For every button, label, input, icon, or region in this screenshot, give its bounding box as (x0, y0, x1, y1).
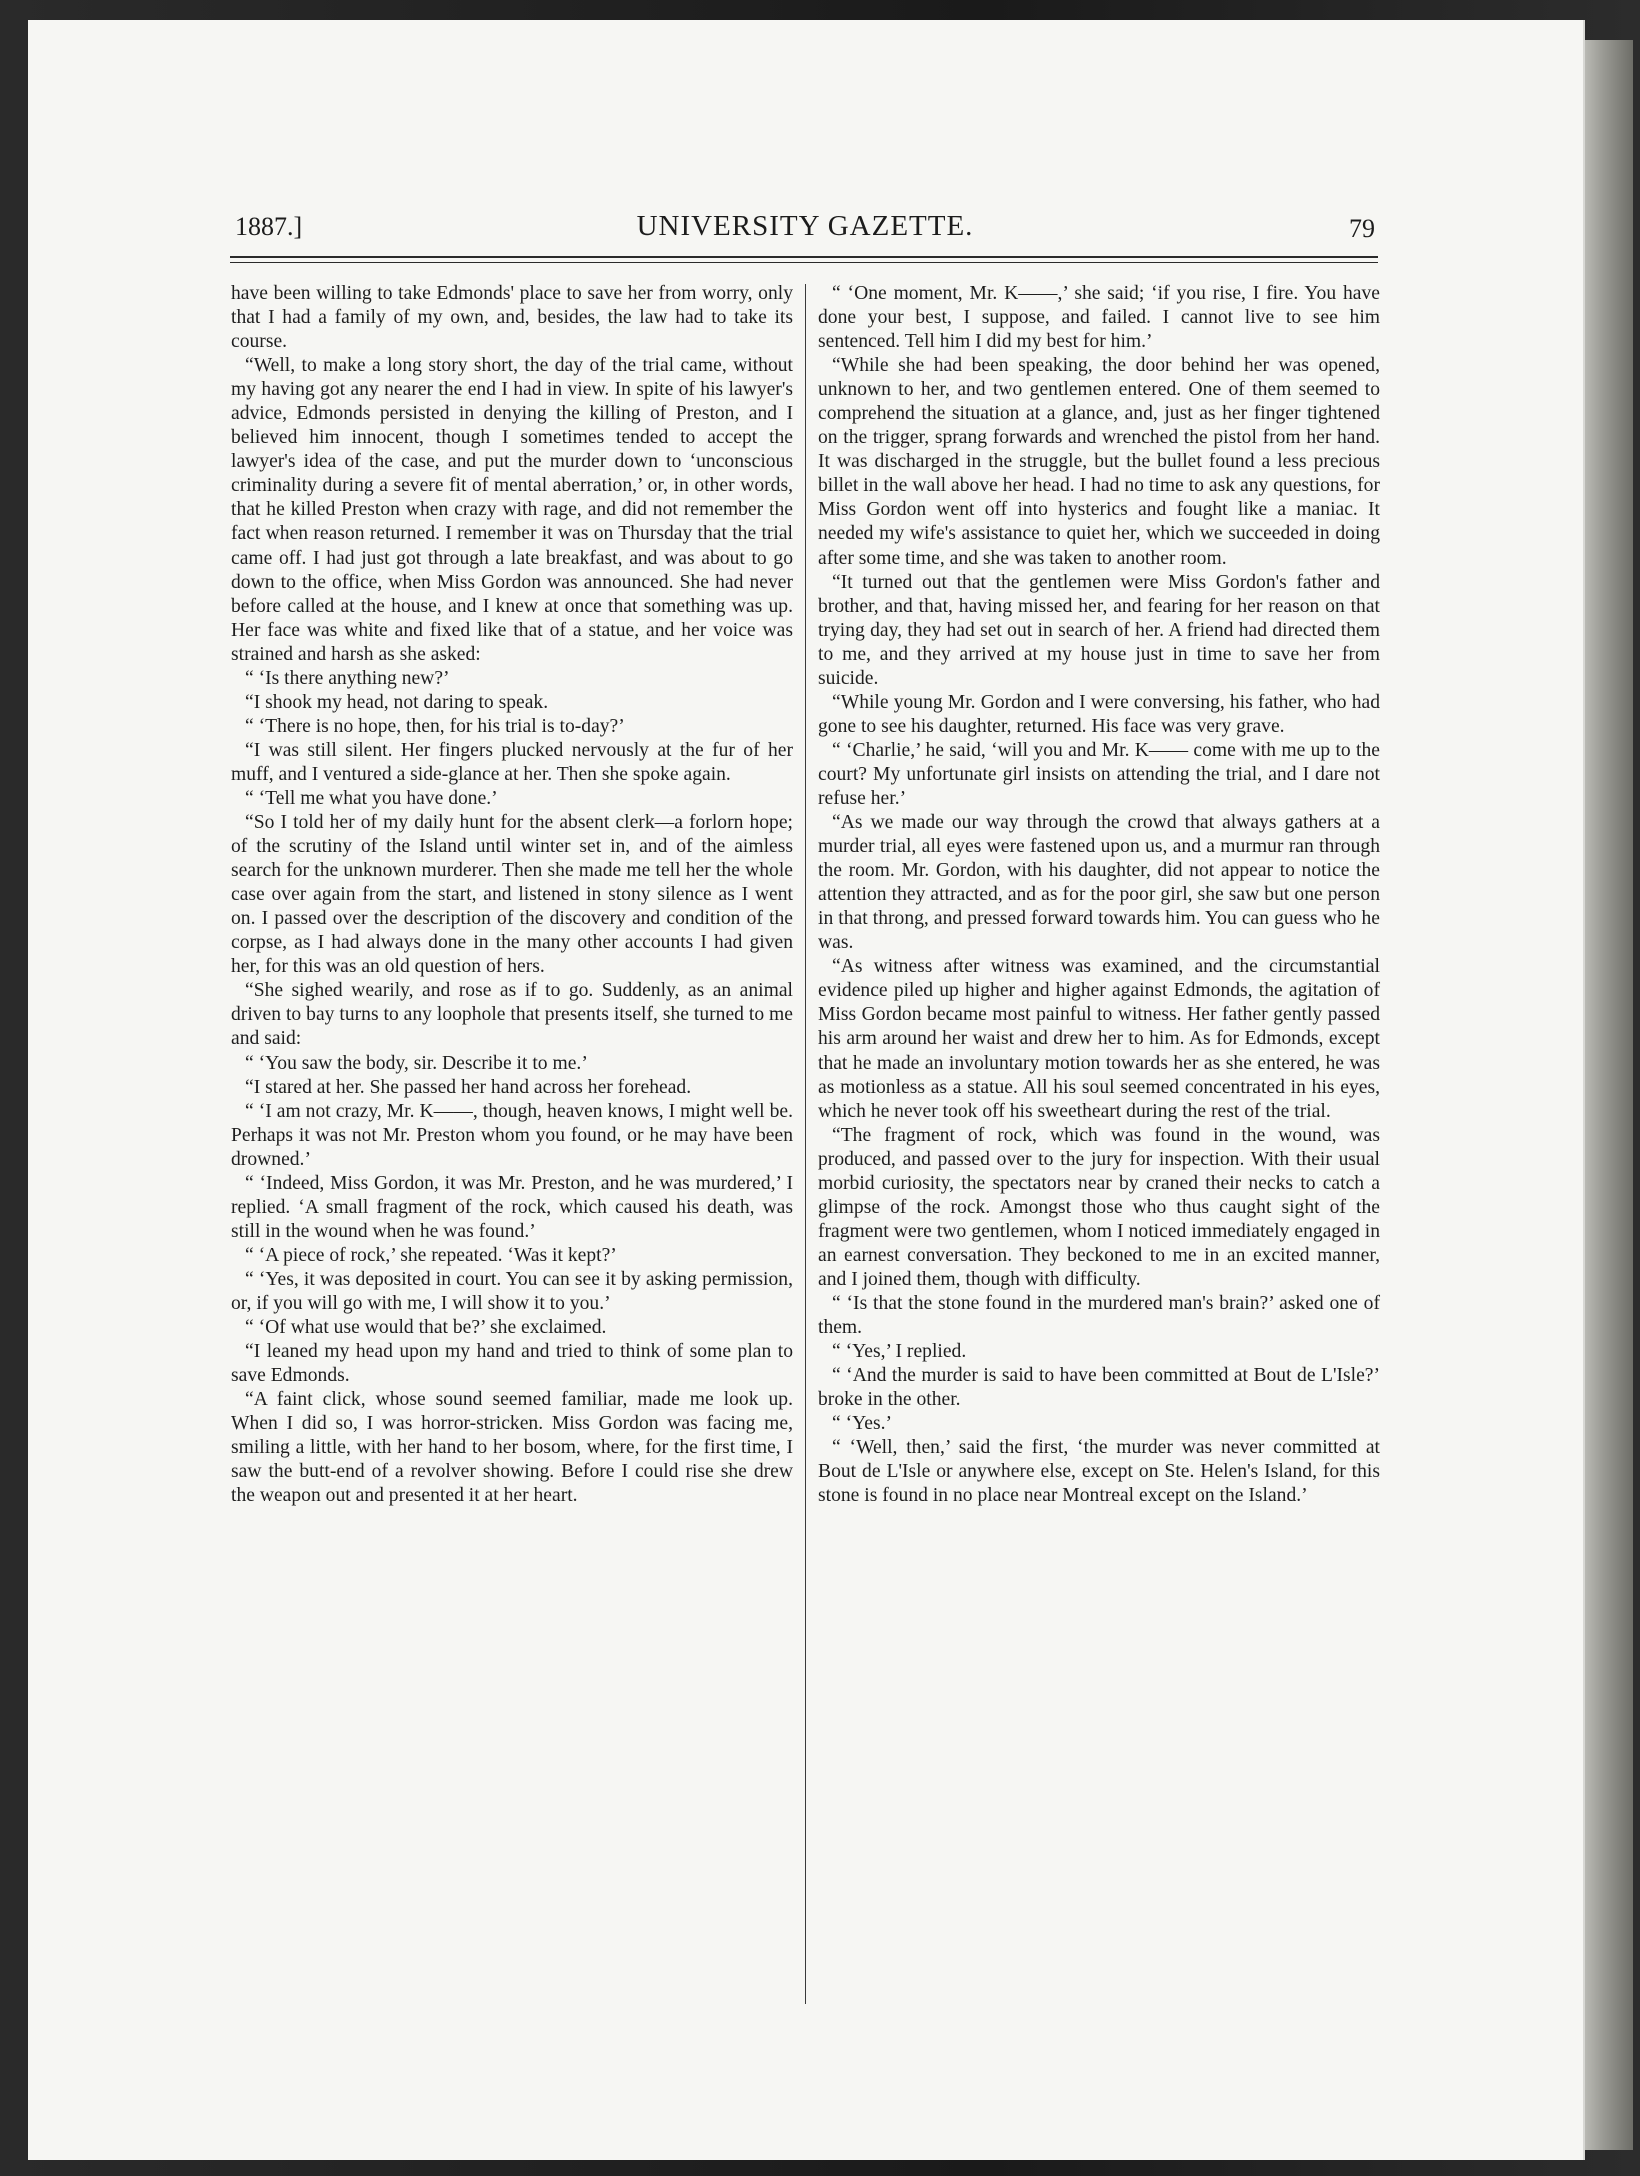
book-spine (1583, 40, 1633, 2150)
paragraph: “ ‘You saw the body, sir. Describe it to me.’ (245, 1052, 588, 1074)
paragraph: “I stared at her. She passed her hand across her forehead. (245, 1076, 692, 1098)
paragraph: “A faint click, whose sound seemed familiar, made me look up. When I did so, I was horror-stricken. Miss Gordon was facing me, smiling a little, with her hand to her bosom, where, for the first time, I saw the butt-end of a revolver showing. Before I could rise she drew the weapon out and presented it at her heart. (231, 1389, 793, 1507)
paragraph: “ ‘A piece of rock,’ she repeated. ‘Was it kept?’ (245, 1244, 617, 1266)
paragraph: “ ‘Yes, it was deposited in court. You can see it by asking permission, or, if you will go with me, I will show it to you.’ (231, 1268, 793, 1314)
paragraph: “The fragment of rock, which was found in the wound, was produced, and passed over to the jury for inspection. With their usual morbid curiosity, the spectators near by craned their necks to catch a glimpse of the rock. Amongst those who thus caught sight of the fragment were two gentlemen, whom I noticed immediately engaged in an earnest conversation. They beckoned to me in an excited manner, and I joined them, though with difficulty. (818, 1124, 1380, 1290)
paragraph: “It turned out that the gentlemen were Miss Gordon's father and brother, and that, having missed her, and fearing for her reason on that trying day, they had set out in search of her. A friend had directed them to me, and they arrived at my house just in time to save her from suicide. (818, 571, 1380, 689)
paragraph: “Well, to make a long story short, the day of the trial came, without my having got any nearer the end I had in view. In spite of his lawyer's advice, Edmonds persisted in denying the killing of Preston, and I believed him innocent, though I sometimes tended to accept the lawyer's idea of the case, and put the murder down to ‘unconscious criminality during a severe fit of mental aberration,’ or, in other words, that he killed Preston when crazy with rage, and did not remember the fact when reason returned. I remember it was on Thursday that the trial came off. I had just got through a late breakfast, and was about to go down to the office, when Miss Gordon was announced. She had never before called at the house, and I knew at once that something was up. Her face was white and fixed like that of a statue, and her voice was strained and harsh as she asked: (231, 355, 793, 665)
running-head (235, 200, 1375, 250)
paragraph: “I was still silent. Her fingers plucked nervously at the fur of her muff, and I ventured a side-glance at her. Then she spoke again. (231, 739, 793, 785)
paragraph: “ ‘Tell me what you have done.’ (245, 787, 498, 809)
paragraph: “While young Mr. Gordon and I were conversing, his father, who had gone to see his daughter, returned. His face was very grave. (818, 691, 1380, 737)
page-number: 79 (1349, 214, 1375, 243)
paragraph: “ ‘I am not crazy, Mr. K——, though, heaven knows, I might well be. Perhaps it was not Mr. Preston whom you found, or he may have been drowned.’ (231, 1100, 793, 1170)
publication-title: UNIVERSITY GAZETTE. (636, 210, 974, 242)
paragraph: “ ‘Of what use would that be?’ she exclaimed. (245, 1317, 607, 1339)
paragraph: have been willing to take Edmonds' place to save her from worry, only that I had a family of my own, and, besides, the law had to take its course. (231, 283, 793, 353)
header-rule-thin (230, 262, 1378, 263)
paragraph: “ ‘Yes,’ I replied. (832, 1341, 967, 1363)
paragraph: “So I told her of my daily hunt for the absent clerk—a forlorn hope; of the scrutiny of the Island until winter set in, and of the aimless search for the unknown murderer. Then she made me tell her the whole case over again from the start, and listened in stony silence as I went on. I passed over the description of the discovery and condition of the corpse, as I had always done in the many other accounts I had given her, for this was an old question of hers. (231, 812, 793, 978)
paragraph: “ ‘One moment, Mr. K——,’ she said; ‘if you rise, I fire. You have done your best, I suppose, and failed. I cannot live to see him sentenced. Tell him I did my best for him.’ (818, 283, 1380, 353)
paragraph: “ ‘And the murder is said to have been committed at Bout de L'Isle?’ broke in the other. (818, 1365, 1380, 1411)
paragraph: “ ‘Yes.’ (832, 1413, 893, 1435)
paragraph: “ ‘Is there anything new?’ (245, 667, 450, 689)
issue-year: 1887.] (235, 212, 303, 241)
paragraph: “As we made our way through the crowd that always gathers at a murder trial, all eyes were fastened upon us, and a murmur ran through the room. Mr. Gordon, with his daughter, did not appear to notice the attention they attracted, and as for the poor girl, she saw but one person in that throng, and pressed forward towards him. You can guess who he was. (818, 812, 1380, 954)
paragraph: “ ‘Well, then,’ said the first, ‘the murder was never committed at Bout de L'Isle or anywhere else, except on Ste. Helen's Island, for this stone is found in no place near Montreal except on the Island.’ (818, 1437, 1380, 1507)
paragraph: “ ‘Charlie,’ he said, ‘will you and Mr. K—— come with me up to the court? My unfortunate girl insists on attending the trial, and I dare not refuse her.’ (818, 739, 1380, 809)
paragraph: “ ‘There is no hope, then, for his trial is to-day?’ (245, 715, 625, 737)
paragraph: “I leaned my head upon my hand and tried to think of some plan to save Edmonds. (231, 1341, 793, 1387)
paragraph: “While she had been speaking, the door behind her was opened, unknown to her, and two gentlemen entered. One of them seemed to comprehend the situation at a glance, and, just as her finger tightened on the trigger, sprang forwards and wrenched the pistol from her hand. It was discharged in the struggle, but the bullet found a less precious billet in the wall above her head. I had no time to ask any questions, for Miss Gordon went off into hysterics and fought like a maniac. It needed my wife's assistance to quiet her, which we succeeded in doing after some time, and she was taken to another room. (818, 355, 1380, 569)
paragraph: “ ‘Is that the stone found in the murdered man's brain?’ asked one of them. (818, 1292, 1380, 1339)
column-divider (805, 284, 806, 2004)
header-rule-thick (230, 256, 1378, 258)
paragraph: “I shook my head, not daring to speak. (245, 691, 549, 713)
paragraph: “She sighed wearily, and rose as if to go. Suddenly, as an animal driven to bay turns to any loophole that presents itself, she turned to me and said: (231, 980, 793, 1050)
right-column (818, 282, 1380, 1508)
paragraph: “ ‘Indeed, Miss Gordon, it was Mr. Preston, and he was murdered,’ I replied. ‘A small fragment of the rock, which caused his death, was still in the wound when he was found.’ (231, 1172, 793, 1242)
left-column (231, 282, 793, 1508)
paragraph: “As witness after witness was examined, and the circumstantial evidence piled up higher and higher against Edmonds, the agitation of Miss Gordon became most painful to witness. Her father gently passed his arm around her waist and drew her to him. As for Edmonds, except that he made an involuntary motion towards her as she entered, he was as motionless as a statue. All his soul seemed concentrated in his eyes, which he never took off his sweetheart during the rest of the trial. (818, 956, 1380, 1122)
